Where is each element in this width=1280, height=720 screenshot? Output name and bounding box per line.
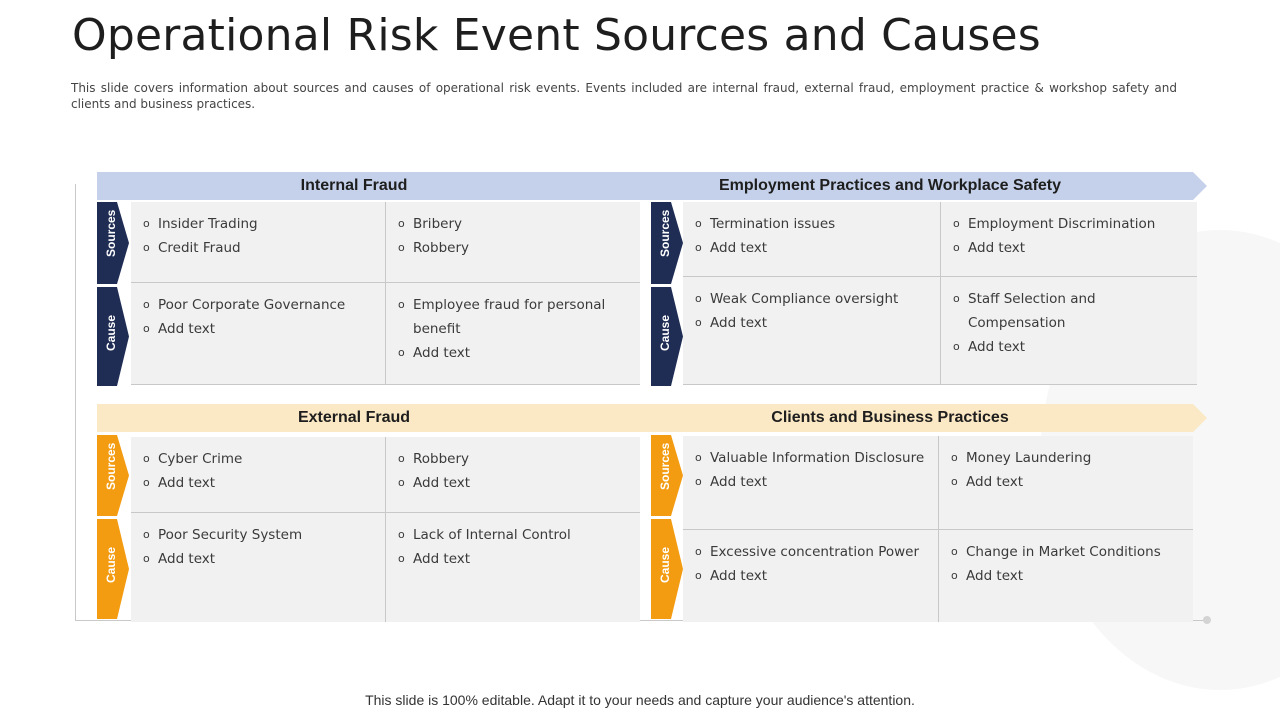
list-item: o Add text	[143, 475, 216, 491]
page-subtitle: This slide covers information about sources and causes of operational risk events. Events included are internal fraud, external fraud, employment practice & workshop safety and clients and business practices.	[71, 81, 1177, 111]
cause-label: Cause	[104, 314, 118, 351]
list-item: o Add text	[398, 475, 471, 491]
sources-label: Sources	[658, 209, 672, 257]
list-item: o Add text	[695, 315, 768, 331]
clients-cause-cell-1	[683, 530, 939, 622]
list-item: o Add text	[695, 474, 768, 490]
chevron-cause-internal	[97, 287, 129, 386]
employment-sources-cell-2	[941, 202, 1197, 277]
list-item: o Staff Selection and Compensation	[953, 291, 1096, 331]
clients-sources-cell-1	[683, 436, 939, 530]
list-item: o Bribery	[398, 216, 462, 232]
employment-cause-cell-2	[941, 277, 1197, 385]
list-item: o Add text	[953, 339, 1026, 355]
chevron-cause-clients	[651, 519, 683, 619]
internal-sources-cell-2	[386, 202, 640, 283]
top-banner	[97, 172, 1207, 200]
external-cause-cell-2	[386, 513, 640, 622]
list-item: o Add text	[143, 321, 216, 337]
list-item: o Insider Trading	[143, 216, 258, 232]
list-item: o Robbery	[398, 451, 470, 467]
chevron-sources-employment	[651, 202, 683, 284]
list-item: o Add text	[695, 568, 768, 584]
list-item: o Add text	[951, 474, 1024, 490]
external-cause-cell-1	[131, 513, 386, 622]
list-item: o Valuable Information Disclosure	[695, 450, 925, 466]
chevron-sources-external	[97, 435, 129, 516]
frame-end-dot	[1203, 616, 1211, 624]
list-item: o Lack of Internal Control	[398, 527, 571, 543]
bottom-banner	[97, 404, 1207, 432]
chevron-sources-internal	[97, 202, 129, 284]
sources-label: Sources	[104, 209, 118, 257]
list-item: o Termination issues	[695, 216, 836, 232]
list-item: o Add text	[143, 551, 216, 567]
internal-cause-cell-2	[386, 283, 640, 385]
list-item: o Add text	[953, 240, 1026, 256]
employment-cause-cell-1	[683, 277, 941, 385]
list-item: o Credit Fraud	[143, 240, 241, 256]
list-item: o Add text	[398, 551, 471, 567]
list-item: o Excessive concentration Power	[695, 544, 920, 560]
list-item: o Poor Security System	[143, 527, 303, 543]
list-item: o Money Laundering	[951, 450, 1092, 466]
list-item: o Robbery	[398, 240, 470, 256]
internal-cause-cell-1	[131, 283, 386, 385]
list-item: o Weak Compliance oversight	[695, 291, 899, 307]
list-item: o Change in Market Conditions	[951, 544, 1161, 560]
employment-sources-cell-1	[683, 202, 941, 277]
clients-sources-cell-2	[939, 436, 1193, 530]
external-sources-cell-2	[386, 437, 640, 513]
external-fraud-title: External Fraud	[297, 409, 411, 426]
employment-title: Employment Practices and Workplace Safety	[718, 177, 1062, 194]
chevron-cause-employment	[651, 287, 683, 386]
page-title: Operational Risk Event Sources and Causes	[72, 10, 1041, 61]
list-item: o Poor Corporate Governance	[143, 297, 346, 313]
list-item: o Add text	[398, 345, 471, 361]
sources-label: Sources	[658, 442, 672, 490]
clients-title: Clients and Business Practices	[771, 409, 1009, 426]
list-item: o Cyber Crime	[143, 451, 243, 467]
list-item: o Add text	[951, 568, 1024, 584]
list-item: o Add text	[695, 240, 768, 256]
cause-label: Cause	[104, 546, 118, 583]
internal-fraud-title: Internal Fraud	[300, 177, 408, 194]
chevron-sources-clients	[651, 435, 683, 516]
footer-note: This slide is 100% editable. Adapt it to your needs and capture your audience's attention.	[365, 692, 915, 708]
clients-cause-cell-2	[939, 530, 1193, 622]
list-item: o Employee fraud for personal benefit	[398, 297, 606, 337]
cause-label: Cause	[658, 546, 672, 583]
internal-sources-cell-1	[131, 202, 386, 283]
list-item: o Employment Discrimination	[953, 216, 1156, 232]
chevron-cause-external	[97, 519, 129, 619]
sources-label: Sources	[104, 442, 118, 490]
cause-label: Cause	[658, 314, 672, 351]
external-sources-cell-1	[131, 437, 386, 513]
